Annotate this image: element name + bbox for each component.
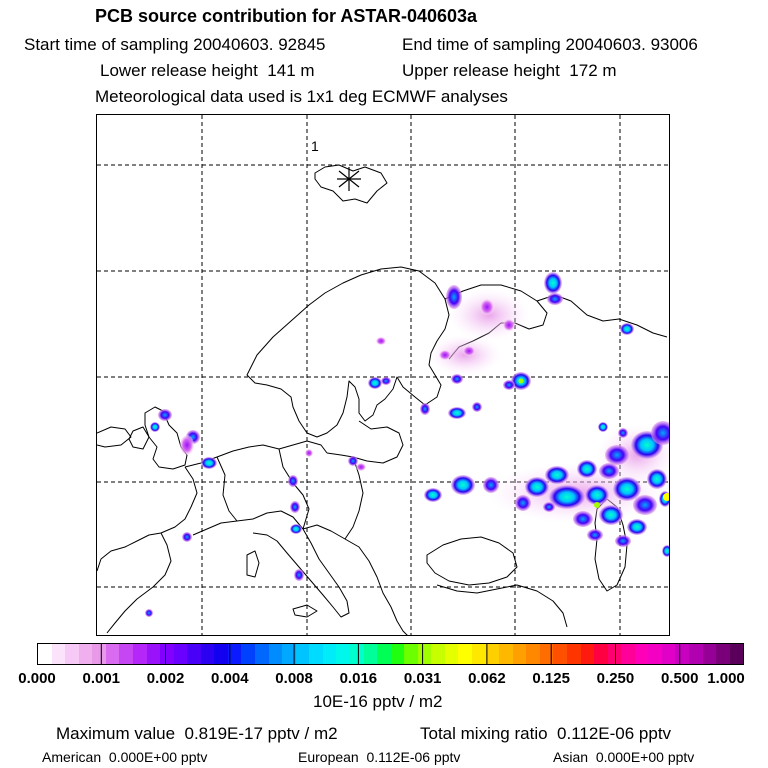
upper-release-value: 172 m [569,61,617,80]
american-contribution [42,749,207,765]
concentration-field [145,272,670,617]
colorbar-tick-label: 0.125 [532,670,570,687]
start-time-label: Start time of sampling [24,35,189,54]
colorbar-tick-label: 0.016 [339,670,378,687]
colorbar-dividers [37,643,744,665]
lower-release-value: 141 m [267,61,315,80]
end-time [402,35,698,55]
lower-release-label: Lower release height [100,61,258,80]
colorbar-tick-label: 0.002 [146,670,185,687]
colorbar-tick-label: 0.062 [468,670,506,687]
total-mixing-value: 0.112E-06 pptv [557,724,672,743]
european-value: 0.112E-06 pptv [366,749,461,765]
start-time-value: 20040603. 92845 [193,35,326,54]
max-value-label: Maximum value [56,724,176,743]
page-title: PCB source contribution for ASTAR-040603a [95,6,478,26]
asian-value: 0.000E+00 pptv [595,749,695,765]
max-value [56,724,338,744]
map-panel [96,114,670,636]
colorbar-tick-label: 0.004 [211,670,249,687]
upper-release-label: Upper release height [402,61,560,80]
start-time [24,35,326,55]
european-label: European [298,749,359,765]
end-time-label: End time of sampling [402,35,561,54]
max-value-number: 0.819E-17 pptv / m2 [184,724,338,743]
total-mixing-ratio [420,724,671,744]
colorbar-tick-label: 0.250 [596,670,635,687]
american-value: 0.000E+00 pptv [108,749,208,765]
station-number: 1 [311,138,319,154]
colorbar-tick-label: 0.001 [82,670,121,687]
european-contribution [298,749,460,765]
graticule [97,115,670,636]
colorbar-tick-label: 1.000 [707,670,745,687]
colorbar-tick-label: 0.500 [660,670,699,687]
total-mixing-label: Total mixing ratio [420,724,548,743]
map-canvas [97,115,670,636]
lower-release-height [100,61,315,81]
american-label: American [42,749,102,765]
met-data-line: Meteorological data used is 1x1 deg ECMWF analyses [95,87,508,106]
upper-release-height [402,61,617,81]
end-time-value: 20040603. 93006 [565,35,698,54]
coastlines [97,165,667,636]
colorbar-tick-label: 0.031 [403,670,442,687]
station-marker [337,167,361,191]
asian-label: Asian [553,749,589,765]
colorbar-tick-label: 0.008 [275,670,313,687]
colorbar-tick-label: 0.000 [18,670,56,687]
asian-contribution [553,749,694,765]
colorbar-units: 10E-16 pptv / m2 [313,692,443,711]
